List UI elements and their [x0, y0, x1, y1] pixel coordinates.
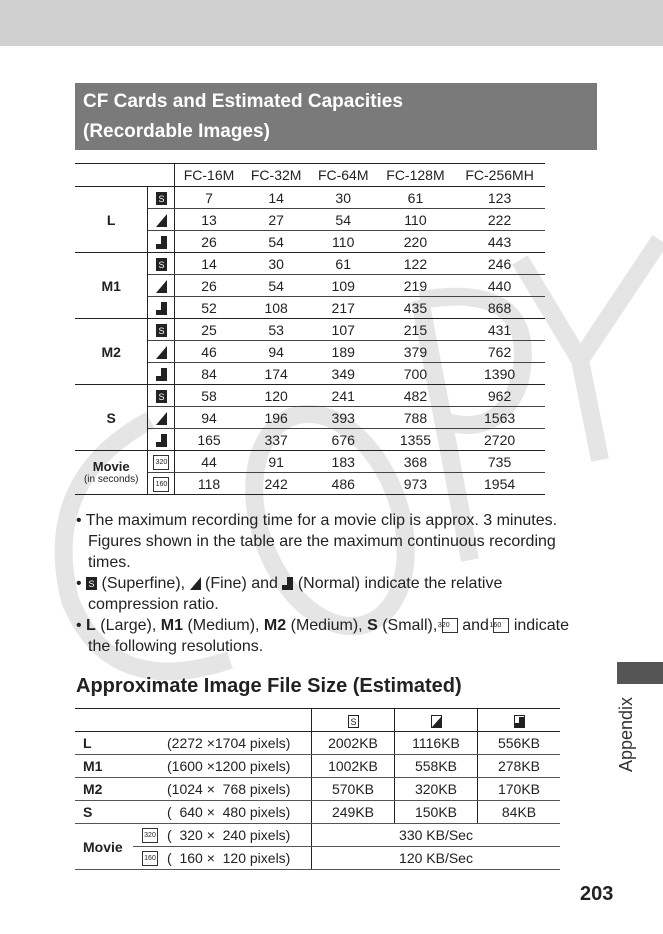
superfine-icon — [156, 324, 167, 337]
capacity-value: 762 — [454, 341, 545, 363]
fine-icon — [190, 577, 201, 590]
capacity-value: 962 — [454, 385, 545, 407]
normal-header — [478, 709, 561, 732]
notes — [76, 510, 586, 657]
capacity-value: 94 — [175, 407, 243, 429]
capacity-value: 53 — [243, 319, 310, 341]
capacity-value: 27 — [243, 209, 310, 231]
superfine-header — [312, 709, 395, 732]
resolution-text: (1600 ×1200 pixels) — [167, 755, 312, 778]
size-label: S — [75, 385, 148, 451]
capacity-value: 108 — [243, 297, 310, 319]
svg-text:S: S — [88, 579, 95, 590]
title-line-2: (Recordable Images) — [83, 121, 270, 142]
capacity-value: 189 — [310, 341, 377, 363]
capacity-value: 217 — [310, 297, 377, 319]
col-header: FC-64M — [310, 164, 377, 187]
note-movie-limit: • The maximum recording time for a movie clip is approx. 3 minutes. Figures shown in the table are the maximum continuous recording times. — [76, 512, 558, 571]
capacity-value: 54 — [310, 209, 377, 231]
table-row — [75, 385, 545, 407]
superfine-icon — [156, 192, 167, 205]
movie-seconds-value: 118 — [175, 473, 243, 495]
capacity-value: 219 — [377, 275, 454, 297]
movie-seconds-value: 735 — [454, 451, 545, 473]
table-row — [75, 732, 560, 755]
movie-label: Movie — [75, 824, 133, 870]
size-label: L — [75, 187, 148, 253]
movie-seconds-value: 486 — [310, 473, 377, 495]
resolution-320-icon: 320 — [142, 828, 158, 843]
svg-text:S: S — [158, 260, 165, 271]
movie-rate-value: 120 KB/Sec — [312, 847, 561, 870]
size-label: M2 — [75, 778, 167, 801]
capacity-value: 14 — [243, 187, 310, 209]
size-label: M2 — [75, 319, 148, 385]
file-size-value: 170KB — [478, 778, 561, 801]
capacity-value: 1563 — [454, 407, 545, 429]
file-size-value: 150KB — [395, 801, 478, 824]
capacity-value: 84 — [175, 363, 243, 385]
page-number: 203 — [580, 883, 614, 905]
capacity-value: 379 — [377, 341, 454, 363]
file-size-value: 278KB — [478, 755, 561, 778]
resolution-cell — [148, 473, 175, 495]
note-compression: • S (Superfine), (Fine) and (Normal) indicate the relative compression ratio. — [76, 575, 503, 613]
col-header: FC-32M — [243, 164, 310, 187]
table-row — [75, 253, 545, 275]
capacity-value: 431 — [454, 319, 545, 341]
capacity-value: 107 — [310, 319, 377, 341]
movie-label — [75, 451, 148, 495]
capacity-value: 337 — [243, 429, 310, 451]
capacity-value: 26 — [175, 231, 243, 253]
table-row — [75, 319, 545, 341]
capacity-value: 2720 — [454, 429, 545, 451]
capacity-value: 61 — [377, 187, 454, 209]
normal-icon — [156, 434, 167, 447]
capacity-value: 109 — [310, 275, 377, 297]
quality-cell — [148, 187, 175, 209]
movie-seconds-value: 91 — [243, 451, 310, 473]
note-resolutions: • L (Large), M1 (Medium), M2 (Medium), S (Small), 320 and 160 indicate the following resolutions. — [76, 617, 569, 655]
capacity-value: 482 — [377, 385, 454, 407]
capacity-value: 54 — [243, 275, 310, 297]
normal-icon — [156, 302, 167, 315]
capacity-value: 52 — [175, 297, 243, 319]
resolution-text: ( 640 × 480 pixels) — [167, 801, 312, 824]
capacity-table — [75, 163, 545, 495]
resolution-text: (2272 ×1704 pixels) — [167, 732, 312, 755]
fine-icon — [156, 214, 167, 227]
table-row — [75, 755, 560, 778]
size-label: L — [75, 732, 167, 755]
normal-icon — [156, 368, 167, 381]
movie-seconds-value: 973 — [377, 473, 454, 495]
quality-cell — [148, 297, 175, 319]
movie-seconds-value: 242 — [243, 473, 310, 495]
capacity-value: 222 — [454, 209, 545, 231]
fine-icon — [156, 346, 167, 359]
capacity-value: 220 — [377, 231, 454, 253]
normal-icon — [282, 577, 293, 590]
table-row — [75, 778, 560, 801]
capacity-value: 14 — [175, 253, 243, 275]
superfine-icon — [348, 715, 359, 728]
movie-rate-value: 330 KB/Sec — [312, 824, 561, 847]
capacity-value: 393 — [310, 407, 377, 429]
quality-cell — [148, 319, 175, 341]
file-size-value: 2002KB — [312, 732, 395, 755]
col-header: FC-256MH — [454, 164, 545, 187]
resolution-160-icon: 160 — [493, 618, 509, 633]
table-row — [75, 847, 560, 870]
capacity-value: 94 — [243, 341, 310, 363]
capacity-value: 435 — [377, 297, 454, 319]
svg-text:S: S — [349, 716, 357, 727]
col-header: FC-16M — [175, 164, 243, 187]
capacity-value: 7 — [175, 187, 243, 209]
superfine-icon — [86, 577, 97, 590]
table-row — [75, 801, 560, 824]
superfine-icon — [156, 390, 167, 403]
title-line-1: CF Cards and Estimated Capacities — [83, 91, 403, 112]
table-row — [75, 451, 545, 473]
quality-cell — [148, 253, 175, 275]
file-size-value: 556KB — [478, 732, 561, 755]
svg-text:S: S — [158, 194, 165, 205]
quality-cell — [148, 341, 175, 363]
table-row — [75, 187, 545, 209]
movie-title: Movie — [92, 458, 130, 474]
file-size-value: 84KB — [478, 801, 561, 824]
svg-text:S: S — [158, 326, 165, 337]
size-label: M1 — [75, 253, 148, 319]
quality-cell — [148, 385, 175, 407]
file-size-value: 1002KB — [312, 755, 395, 778]
col-header: FC-128M — [377, 164, 454, 187]
movie-units: (in seconds) — [83, 473, 139, 485]
normal-icon — [514, 715, 525, 728]
file-size-value: 1116KB — [395, 732, 478, 755]
movie-seconds-value: 368 — [377, 451, 454, 473]
capacity-value: 440 — [454, 275, 545, 297]
capacity-value: 110 — [310, 231, 377, 253]
section-title — [75, 83, 597, 150]
movie-seconds-value: 183 — [310, 451, 377, 473]
file-size-value: 558KB — [395, 755, 478, 778]
file-size-value: 320KB — [395, 778, 478, 801]
fine-icon — [431, 715, 442, 728]
file-size-value: 249KB — [312, 801, 395, 824]
capacity-value: 25 — [175, 319, 243, 341]
table-row — [75, 824, 560, 847]
resolution-text: ( 320 × 240 pixels) — [167, 824, 312, 847]
quality-cell — [148, 275, 175, 297]
resolution-160-icon: 160 — [153, 477, 169, 492]
quality-cell — [148, 231, 175, 253]
capacity-value: 788 — [377, 407, 454, 429]
resolution-cell — [133, 824, 167, 847]
resolution-cell — [148, 451, 175, 473]
file-size-table — [75, 708, 560, 870]
capacity-value: 13 — [175, 209, 243, 231]
capacity-value: 122 — [377, 253, 454, 275]
resolution-160-icon: 160 — [142, 851, 158, 866]
svg-text:S: S — [158, 392, 165, 403]
capacity-value: 1355 — [377, 429, 454, 451]
capacity-value: 165 — [175, 429, 243, 451]
file-size-value: 570KB — [312, 778, 395, 801]
appendix-label: Appendix — [616, 696, 636, 772]
size-heading: Approximate Image File Size (Estimated) — [76, 675, 462, 697]
capacity-value: 443 — [454, 231, 545, 253]
quality-cell — [148, 429, 175, 451]
superfine-icon — [156, 258, 167, 271]
resolution-text: (1024 × 768 pixels) — [167, 778, 312, 801]
capacity-value: 174 — [243, 363, 310, 385]
resolution-cell — [133, 847, 167, 870]
capacity-value: 110 — [377, 209, 454, 231]
capacity-value: 61 — [310, 253, 377, 275]
normal-icon — [156, 236, 167, 249]
capacity-value: 700 — [377, 363, 454, 385]
resolution-320-icon: 320 — [153, 455, 169, 470]
capacity-value: 349 — [310, 363, 377, 385]
resolution-text: ( 160 × 120 pixels) — [167, 847, 312, 870]
capacity-value: 676 — [310, 429, 377, 451]
fine-icon — [156, 280, 167, 293]
capacity-value: 58 — [175, 385, 243, 407]
capacity-value: 868 — [454, 297, 545, 319]
capacity-value: 123 — [454, 187, 545, 209]
capacity-value: 1390 — [454, 363, 545, 385]
capacity-value: 26 — [175, 275, 243, 297]
capacity-value: 54 — [243, 231, 310, 253]
fine-icon — [156, 412, 167, 425]
capacity-value: 46 — [175, 341, 243, 363]
capacity-value: 215 — [377, 319, 454, 341]
quality-cell — [148, 209, 175, 231]
capacity-value: 246 — [454, 253, 545, 275]
size-label: M1 — [75, 755, 167, 778]
capacity-value: 241 — [310, 385, 377, 407]
quality-cell — [148, 363, 175, 385]
quality-cell — [148, 407, 175, 429]
appendix-tab-marker — [617, 662, 663, 684]
movie-seconds-value: 1954 — [454, 473, 545, 495]
top-bar — [0, 0, 663, 46]
capacity-value: 196 — [243, 407, 310, 429]
fine-header — [395, 709, 478, 732]
capacity-value: 120 — [243, 385, 310, 407]
capacity-value: 30 — [310, 187, 377, 209]
resolution-320-icon: 320 — [442, 618, 458, 633]
size-label: S — [75, 801, 167, 824]
capacity-value: 30 — [243, 253, 310, 275]
movie-seconds-value: 44 — [175, 451, 243, 473]
